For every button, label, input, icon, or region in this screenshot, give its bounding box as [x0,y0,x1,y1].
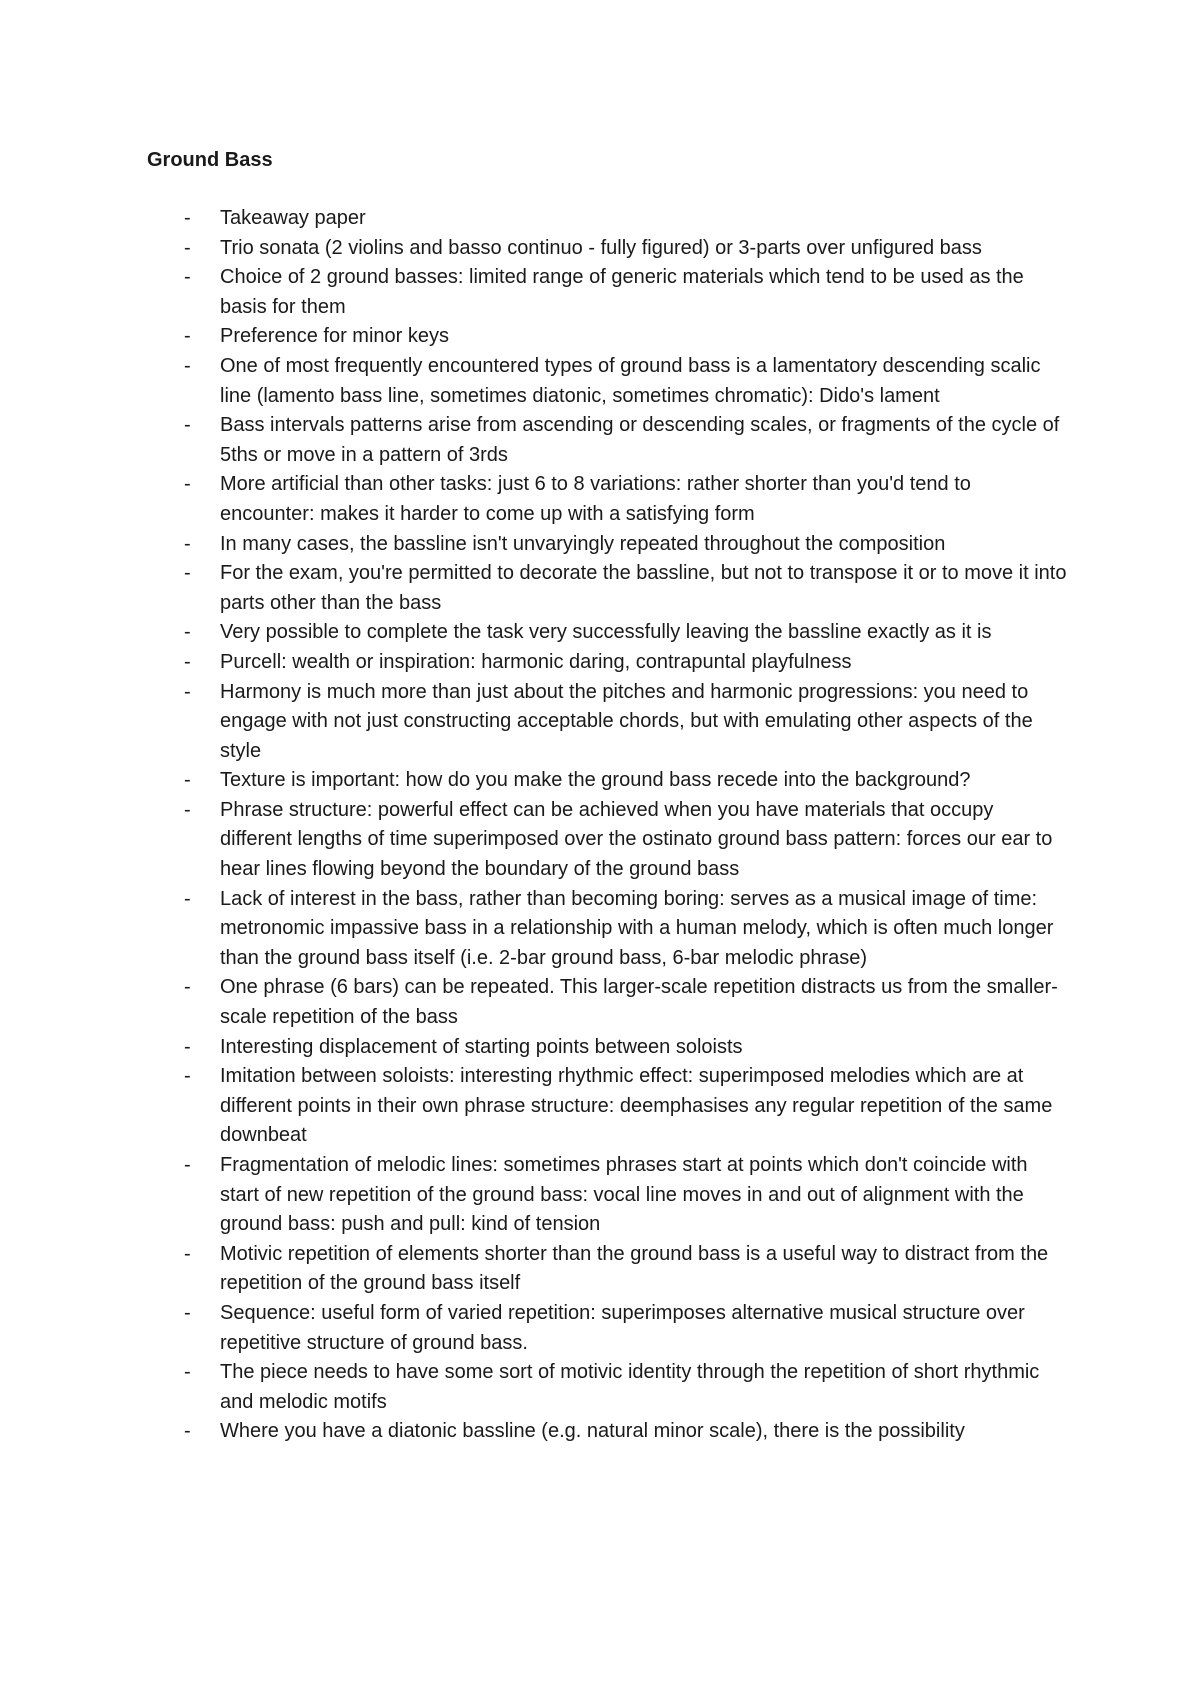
bullet-text: The piece needs to have some sort of motivic identity through the repetition of short rhythmic and melodic motifs [220,1361,1040,1413]
bullet-dash: - [184,354,191,377]
list-item [147,648,1067,678]
list-item [147,411,1067,470]
bullet-text: Bass intervals patterns arise from ascending or descending scales, or fragments of the cycle of 5ths or move in a pattern of 3rds [220,414,1060,466]
bullet-dash: - [184,1065,191,1088]
bullet-dash: - [184,414,191,437]
bullet-dash: - [184,207,191,229]
bullet-dash: - [184,1154,191,1176]
bullet-text: Harmony is much more than just about the pitches and harmonic progressions: you need to engage with not just constructing acceptable chords, but with emulating other aspects of the style [220,680,1033,762]
list-item [147,1358,1067,1417]
list-item [147,1299,1067,1358]
bullet-dash: - [184,473,191,496]
bullet-dash: - [184,798,191,821]
list-item [147,234,1067,264]
bullet-dash: - [184,1361,191,1384]
bullet-dash: - [184,650,191,673]
bullet-text: Purcell: wealth or inspiration: harmonic daring, contrapuntal playfulness [220,650,852,673]
document-title: Ground Bass [147,149,273,171]
bullet-text: In many cases, the bassline isn't unvaryingly repeated throughout the composition [220,532,946,555]
list-item [147,470,1067,529]
bullet-dash: - [184,887,191,910]
bullet-text: Preference for minor keys [220,325,449,348]
bullet-dash: - [184,680,191,703]
bullet-list [147,204,1067,1447]
bullet-text: Fragmentation of melodic lines: sometimes phrases start at points which don't coincide with start of new repetition of the ground bass: vocal line moves in and out of alignment with the ground bass: push and pull: kind of tension [220,1154,1028,1236]
bullet-text: Phrase structure: powerful effect can be achieved when you have materials that occupy different lengths of time superimposed over the ostinato ground bass pattern: forces our ear to hear lines flowing beyond the boundary of the ground bass [220,798,1053,881]
list-item [147,204,1067,234]
list-item [147,263,1067,322]
list-item [147,1240,1067,1299]
bullet-dash: - [184,266,191,289]
list-item [147,352,1067,411]
bullet-text: Where you have a diatonic bassline (e.g. natural minor scale), there is the possibility [220,1420,965,1443]
bullet-text: Choice of 2 ground basses: limited range of generic materials which tend to be used as the basis for them [220,266,1024,318]
bullet-dash: - [184,1242,191,1265]
list-item [147,973,1067,1032]
list-item [147,678,1067,767]
bullet-dash: - [184,1420,191,1443]
bullet-dash: - [184,325,191,348]
list-item [147,766,1067,796]
bullet-dash: - [184,769,191,792]
bullet-text: Lack of interest in the bass, rather than becoming boring: serves as a musical image of time: metronomic impassive bass in a relationship with a human melody, which is often much longer than the ground bass itself (i.e. 2-bar ground bass, 6-bar melodic phrase) [220,887,1054,969]
bullet-dash: - [184,1301,191,1324]
bullet-text: Interesting displacement of starting points between soloists [220,1035,743,1058]
list-item [147,530,1067,560]
bullet-text: Takeaway paper [220,207,366,229]
list-item [147,885,1067,974]
bullet-text: Trio sonata (2 violins and basso continuo - fully figured) or 3-parts over unfigured bass [220,236,982,259]
bullet-text: One phrase (6 bars) can be repeated. This larger-scale repetition distracts us from the smaller-scale repetition of the bass [220,976,1058,1029]
bullet-text: Very possible to complete the task very successfully leaving the bassline exactly as it is [220,621,992,644]
list-item [147,796,1067,885]
bullet-text: One of most frequently encountered types of ground bass is a lamentatory descending scalic line (lamento bass line, sometimes diatonic, sometimes chromatic): Dido's lament [220,354,1041,407]
bullet-dash: - [184,621,191,644]
bullet-text: More artificial than other tasks: just 6 to 8 variations: rather shorter than you'd tend to encounter: makes it harder to come up with a satisfying form [220,473,971,525]
bullet-text: Motivic repetition of elements shorter than the ground bass is a useful way to distract from the repetition of the ground bass itself [220,1242,1049,1295]
list-item [147,618,1067,648]
bullet-dash: - [184,976,191,999]
list-item [147,1033,1067,1063]
bullet-text: Texture is important: how do you make the ground bass recede into the background? [220,769,971,792]
bullet-text: Imitation between soloists: interesting rhythmic effect: superimposed melodies which are at different points in their own phrase structure: deemphasises any regular repetition of the same downbeat [220,1065,1053,1147]
list-item [147,1151,1067,1240]
list-item [147,1062,1067,1151]
bullet-dash: - [184,236,191,259]
list-item [147,1417,1067,1447]
bullet-dash: - [184,532,191,555]
bullet-text: For the exam, you're permitted to decorate the bassline, but not to transpose it or to move it into parts other than the bass [220,562,1067,614]
bullet-dash: - [184,1035,191,1058]
list-item [147,559,1067,618]
bullet-text: Sequence: useful form of varied repetition: superimposes alternative musical structure over repetitive structure of ground bass. [220,1301,1025,1354]
bullet-dash: - [184,562,191,585]
list-item [147,322,1067,352]
